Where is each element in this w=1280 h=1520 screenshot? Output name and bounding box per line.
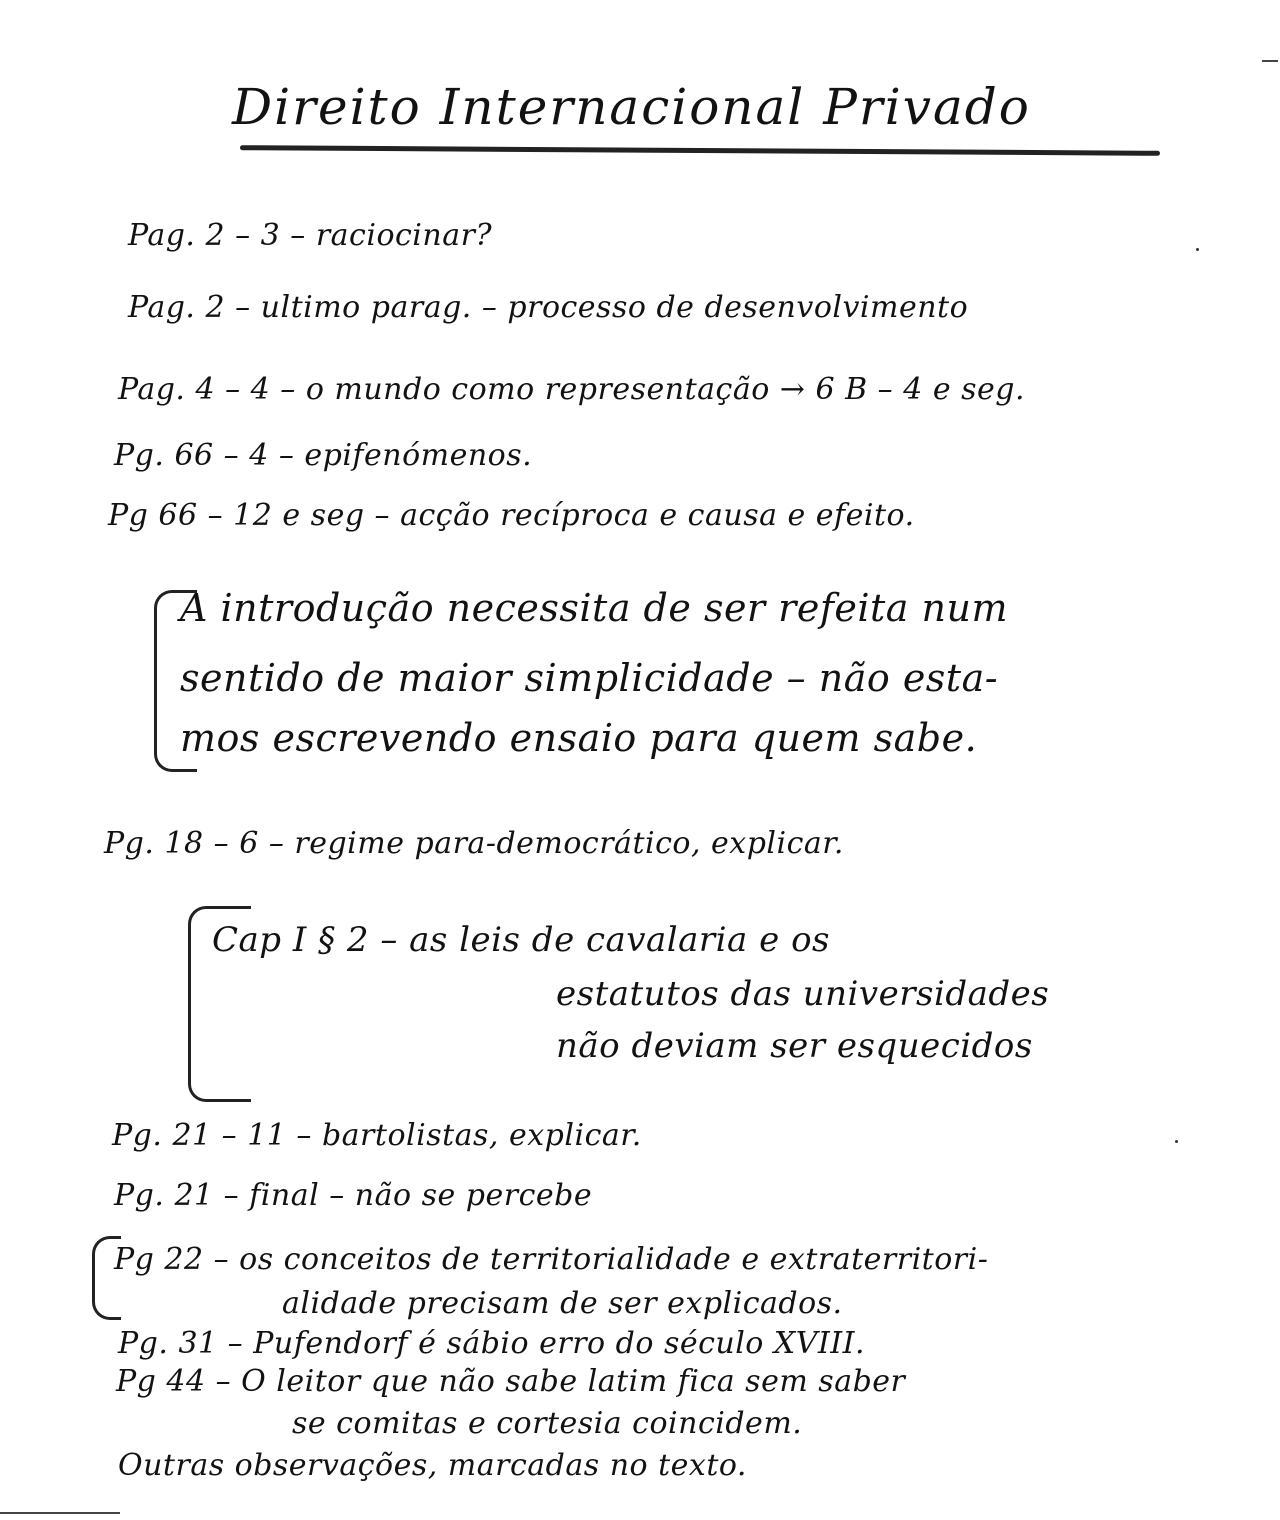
note-line-pg21b: Pg. 21 – final – não se percebe (114, 1178, 593, 1213)
title-underline (240, 145, 1160, 156)
note2-line-1: Cap I § 2 – as leis de cavalaria e os (212, 920, 830, 960)
note-line-pg44-1: Pg 44 – O leitor que não sabe latim fica sem saber (116, 1364, 906, 1399)
scan-speck (1175, 1140, 1178, 1143)
page-title: Direito Internacional Privado (232, 78, 1031, 136)
note3-line-1: Pg 22 – os conceitos de territorialidade e extraterritori- (114, 1242, 989, 1277)
note-line-pg31: Pg. 31 – Pufendorf é sábio erro do século XVIII. (118, 1326, 866, 1361)
note-line-1: Pag. 2 – 3 – raciocinar? (128, 218, 493, 253)
note-line-pg44-2: se comitas e cortesia coincidem. (292, 1406, 803, 1441)
note2-line-2: estatutos das universidades (556, 974, 1050, 1014)
scan-edge-mark (1262, 60, 1278, 62)
note-line-pg21a: Pg. 21 – 11 – bartolistas, explicar. (112, 1118, 642, 1153)
note-line-5: Pg 66 – 12 e seg – acção recíproca e causa e efeito. (108, 498, 915, 533)
note-line-pg18: Pg. 18 – 6 – regime para-democrático, explicar. (104, 826, 844, 861)
note-line-2: Pag. 2 – ultimo parag. – processo de desenvolvimento (128, 290, 969, 325)
scan-edge-mark (0, 1512, 120, 1514)
note1-line-3: mos escrevendo ensaio para quem sabe. (180, 716, 978, 760)
closing-line: Outras observações, marcadas no texto. (118, 1448, 747, 1483)
note3-line-2: alidade precisam de ser explicados. (282, 1286, 843, 1321)
scan-speck (1196, 248, 1199, 251)
note2-line-3: não deviam ser esquecidos (556, 1026, 1033, 1066)
note-line-4: Pg. 66 – 4 – epifenómenos. (114, 438, 533, 473)
note-line-3: Pag. 4 – 4 – o mundo como representação → 6 B – 4 e seg. (118, 372, 1026, 407)
note1-line-2: sentido de maior simplicidade – não esta- (180, 656, 999, 700)
note1-line-1: A introdução necessita de ser refeita num (180, 586, 1009, 630)
